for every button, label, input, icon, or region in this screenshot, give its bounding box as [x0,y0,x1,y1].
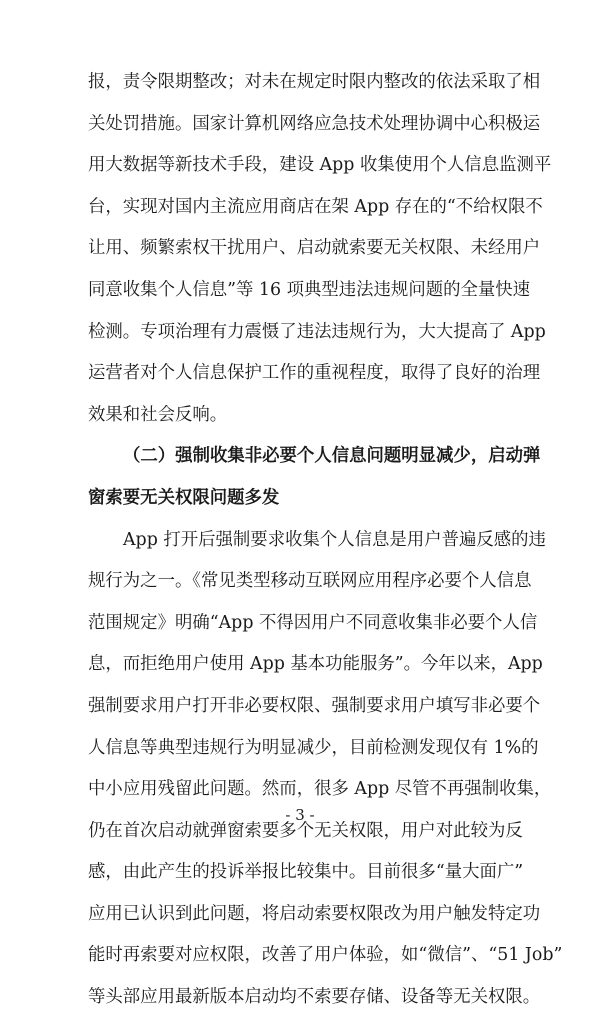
text-line: 范围规定》明确“App 不得因用户不同意收集非必要个人信 [88,612,538,633]
section-heading [88,436,541,519]
heading-line: 窗索要无关权限问题多发 [88,487,280,508]
document-body [88,62,563,1019]
text-line: 用大数据等新技术手段，建设 App 收集使用个人信息监测平 [88,155,552,176]
text-line: 能时再索要对应权限，改善了用户体验，如“微信”、“51 Job” [88,945,563,966]
text-line: 检测。专项治理有力震慑了违法违规行为，大大提高了 App [88,321,546,342]
text-line: 中小应用残留此问题。然而，很多 App 尽管不再强制收集， [88,779,552,800]
text-line: 强制要求用户打开非必要权限、强制要求用户填写非必要个 [88,695,541,716]
text-line: 效果和社会反响。 [88,404,228,425]
text-line: 运营者对个人信息保护工作的重视程度，取得了良好的治理 [88,363,541,384]
text-line: 同意收集个人信息”等 16 项典型违法违规问题的全量快速 [88,279,531,300]
text-line: 关处罚措施。国家计算机网络应急技术处理协调中心积极运 [88,113,541,134]
paragraph-1 [88,62,552,436]
text-line: 人信息等典型违规行为明显减少，目前检测发现仅有 1%的 [88,737,539,758]
text-line: 息，而拒绝用户使用 App 基本功能服务”。今年以来，App [88,654,543,675]
text-line: 台，实现对国内主流应用商店在架 App 存在的“不给权限不 [88,196,543,217]
text-line: App 打开后强制要求收集个人信息是用户普遍反感的违 [123,529,546,550]
paragraph-2 [88,520,563,1019]
page-number: - 3 - [285,806,315,824]
text-line: 让用、频繁索权干扰用户、启动就索要无关权限、未经用户 [88,238,541,259]
text-line: 仍在首次启动就弹窗索要多个无关权限，用户对此较为反 [88,820,523,841]
text-line: 感，由此产生的投诉举报比较集中。目前很多“量大面广” [88,862,524,883]
text-line: 应用已认识到此问题，将启动索要权限改为用户触发特定功 [88,903,541,924]
heading-line: （二）强制收集非必要个人信息问题明显减少，启动弹 [123,446,541,467]
text-line: 规行为之一。《常见类型移动互联网应用程序必要个人信息 [88,571,532,592]
text-line: 等头部应用最新版本启动均不索要存储、设备等无关权限。 [88,987,541,1008]
text-line: 报，责令限期整改；对未在规定时限内整改的依法采取了相 [88,72,541,92]
